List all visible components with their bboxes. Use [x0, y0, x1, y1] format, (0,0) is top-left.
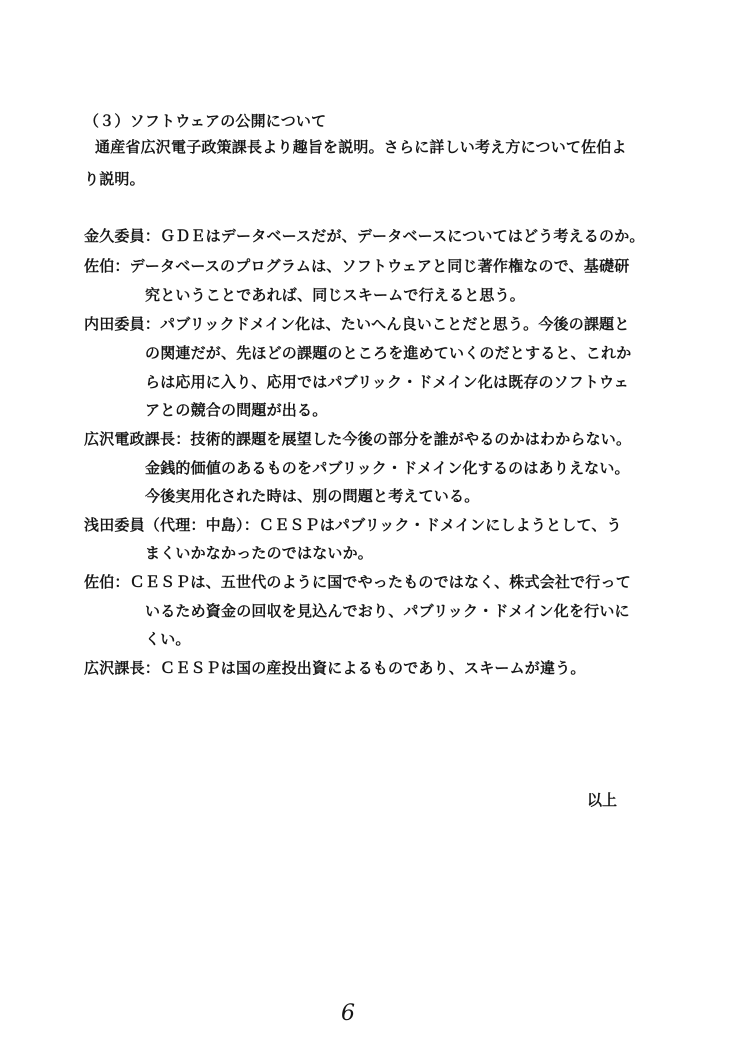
dialogue-line: 広沢電政課長：技術的課題を展望した今後の部分を誰がやるのかはわからない。 [84, 430, 632, 448]
dialogue-line: まくいかなかったのではないか。 [145, 544, 374, 562]
dialogue-line: 金久委員：ＧＤＥはデータベースだが、データベースについてはどう考えるのか。 [84, 227, 645, 245]
dialogue-line: 究ということであれば、同じスキームで行えると思う。 [145, 286, 526, 304]
dialogue-line: 今後実用化された時は、別の問題と考えている。 [145, 487, 480, 505]
dialogue-line: 広沢課長：ＣＥＳＰは国の産投出資によるものであり、スキームが違う。 [84, 659, 586, 677]
page-number: 6 [341, 1001, 355, 1026]
intro-line: り説明。 [84, 170, 145, 188]
dialogue-line: 浅田委員（代理：中島）：ＣＥＳＰはパブリック・ドメインにしようとして、う [84, 516, 622, 534]
dialogue-line: アとの競合の問題が出る。 [145, 401, 328, 419]
intro-line: 通産省広沢電子政策課長より趣旨を説明。さらに詳しい考え方について佐伯よ [95, 138, 627, 156]
dialogue-line: 佐伯：データベースのプログラムは、ソフトウェアと同じ著作権なので、基礎研 [84, 257, 630, 275]
closing-mark: 以上 [587, 791, 618, 809]
dialogue-line: らは応用に入り、応用ではパブリック・ドメイン化は既存のソフトウェ [145, 373, 629, 391]
dialogue-line: 佐伯：ＣＥＳＰは、五世代のように国でやったものではなく、株式会社で行って [84, 573, 631, 591]
dialogue-line: くい。 [145, 630, 191, 648]
dialogue-line: いるため資金の回収を見込んでおり、パブリック・ドメイン化を行いに [145, 602, 630, 620]
dialogue-line: の関連だが、先ほどの課題のところを進めていくのだとすると、これか [145, 344, 632, 362]
dialogue-line: 内田委員：パブリックドメイン化は、たいへん良いことだと思う。今後の課題と [84, 315, 630, 333]
section-heading: （３）ソフトウェアの公開について [84, 112, 327, 130]
dialogue-line: 金銭的価値のあるものをパブリック・ドメイン化するのはありえない。 [145, 459, 630, 477]
